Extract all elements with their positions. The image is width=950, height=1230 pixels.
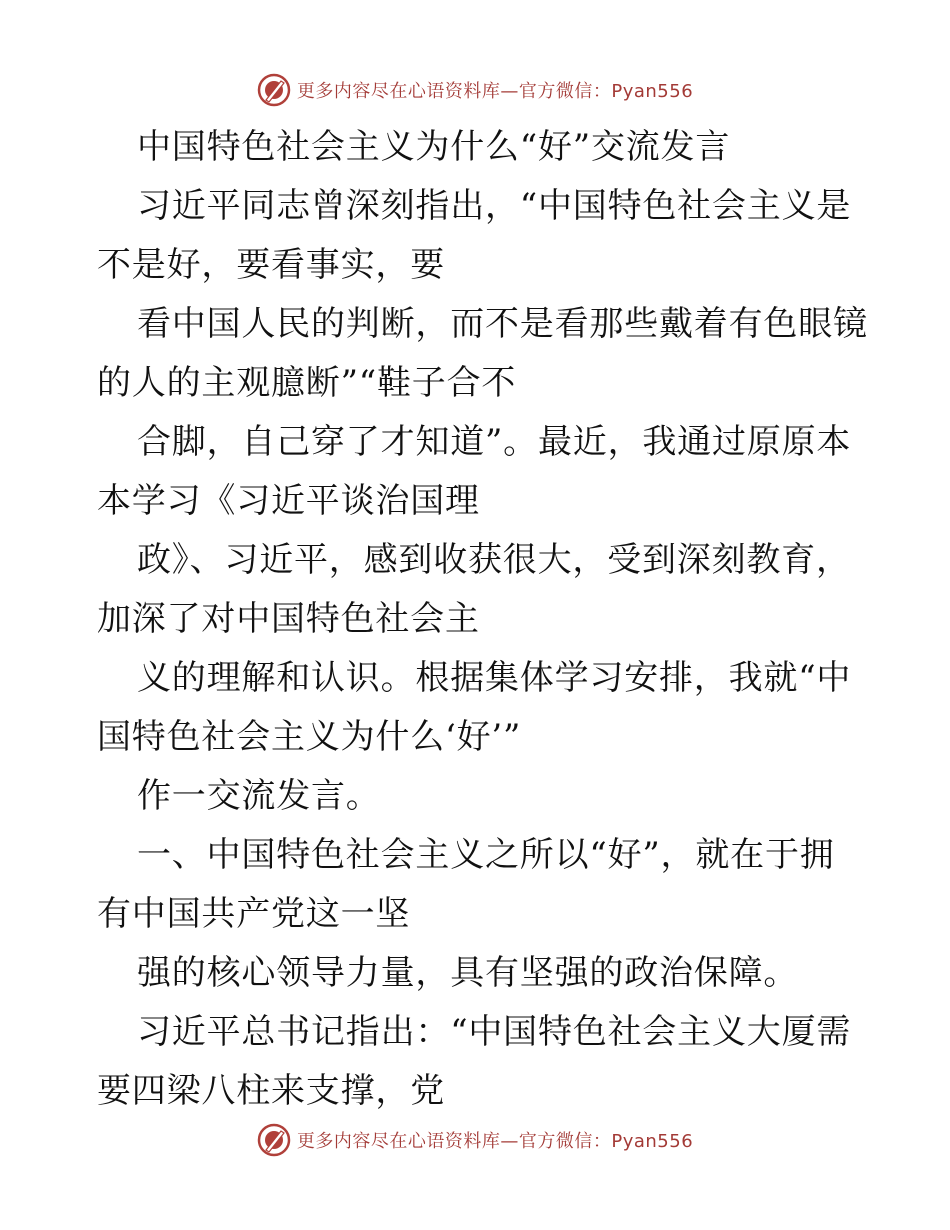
header-banner-text: 更多内容尽在心语资料库—官方微信：Pyan556 bbox=[296, 81, 694, 102]
paragraph-line: 不是好，要看事实，要 bbox=[97, 245, 445, 285]
footer-banner bbox=[0, 1120, 950, 1160]
paragraph-line: 习近平同志曾深刻指出，“中国特色社会主义是 bbox=[137, 186, 852, 226]
paragraph-line: 作一交流发言。 bbox=[137, 776, 381, 816]
paragraph-line: 看中国人民的判断，而不是看那些戴着有色眼镜 bbox=[137, 304, 868, 344]
seal-pen-icon bbox=[257, 1123, 291, 1157]
paragraph-line: 习近平总书记指出：“中国特色社会主义大厦需 bbox=[137, 1012, 852, 1052]
paragraph-line: 政》、习近平，感到收获很大，受到深刻教育， bbox=[137, 540, 851, 580]
document-title: 中国特色社会主义为什么“好”交流发言 bbox=[137, 127, 731, 167]
document-body bbox=[97, 118, 868, 1121]
paragraph-line: 有中国共产党这一坚 bbox=[97, 894, 411, 934]
paragraph-line: 国特色社会主义为什么‘好’” bbox=[97, 717, 522, 757]
header-banner bbox=[0, 70, 950, 110]
paragraph-line: 合脚，自己穿了才知道”。最近，我通过原原本 bbox=[137, 422, 852, 462]
paragraph-line: 义的理解和认识。根据集体学习安排，我就“中 bbox=[137, 658, 852, 698]
paragraph-line: 要四梁八柱来支撑，党 bbox=[97, 1071, 445, 1111]
section-heading-line: 一、中国特色社会主义之所以“好”，就在于拥 bbox=[137, 835, 835, 875]
paragraph-line: 的人的主观臆断”“鞋子合不 bbox=[97, 363, 517, 403]
seal-pen-icon bbox=[257, 73, 291, 107]
paragraph-line: 强的核心领导力量，具有坚强的政治保障。 bbox=[137, 953, 799, 993]
paragraph-line: 本学习《习近平谈治国理 bbox=[97, 481, 480, 521]
footer-banner-text: 更多内容尽在心语资料库—官方微信：Pyan556 bbox=[296, 1131, 694, 1152]
paragraph-line: 加深了对中国特色社会主 bbox=[97, 599, 480, 639]
